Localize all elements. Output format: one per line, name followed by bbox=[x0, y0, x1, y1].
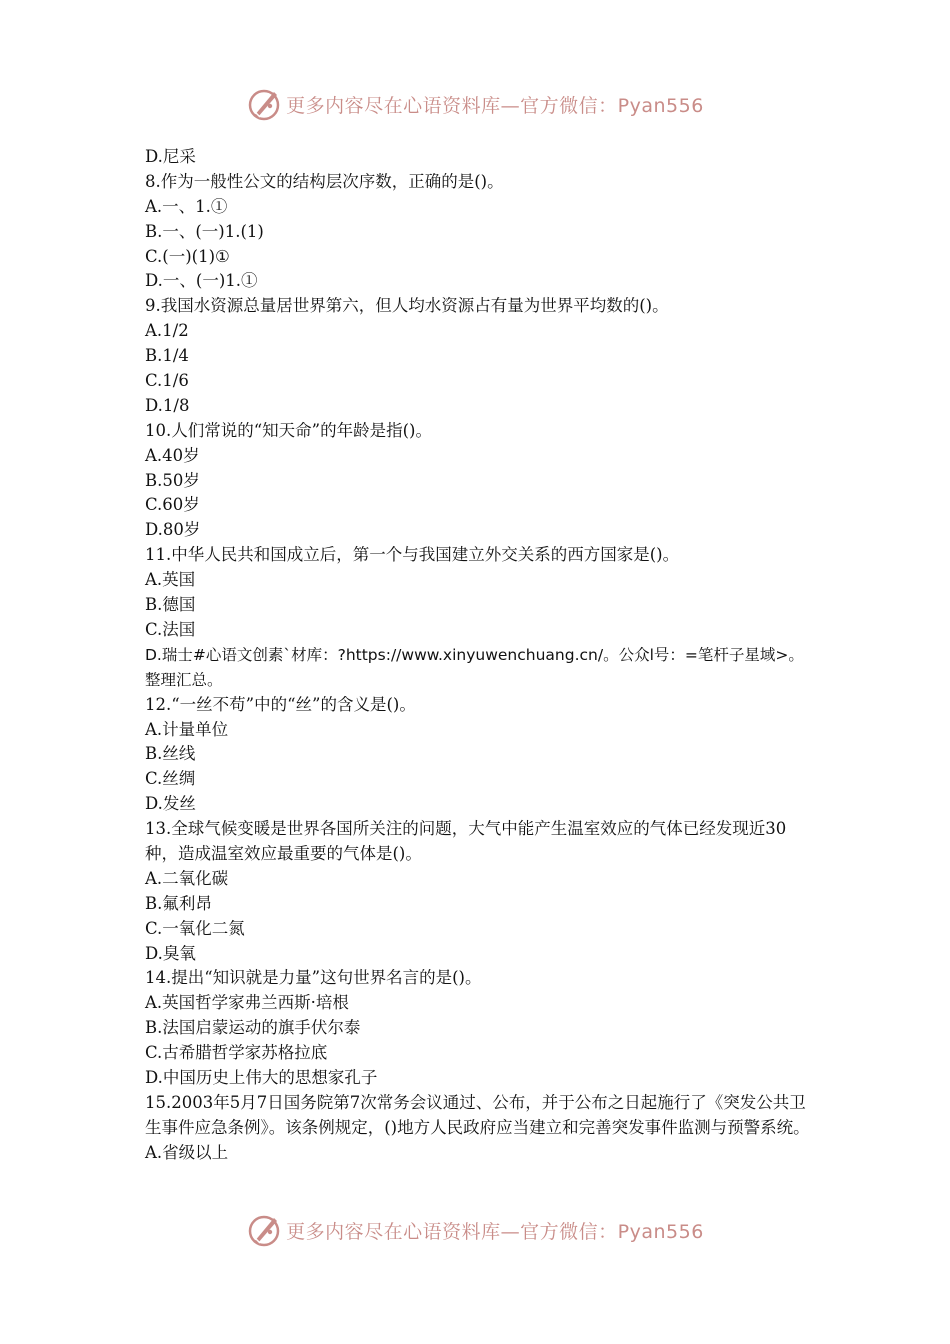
option-line: D.1/8 bbox=[145, 395, 190, 415]
option-line: D.臭氧 bbox=[145, 943, 196, 963]
question-line: 9.我国水资源总量居世界第六，但人均水资源占有量为世界平均数的()。 bbox=[145, 296, 669, 316]
footer-banner-text bbox=[286, 1217, 704, 1244]
option-line: A.40岁 bbox=[145, 445, 200, 465]
question-line: 10.人们常说的“知天命”的年龄是指()。 bbox=[145, 420, 432, 440]
option-line: B.一、(一)1.(1) bbox=[145, 221, 264, 241]
option-line: C.(一)(1)① bbox=[145, 246, 230, 266]
footer-watermark-banner bbox=[0, 1210, 950, 1250]
question-line: 14.提出“知识就是力量”这句世界名言的是()。 bbox=[145, 968, 482, 988]
option-line: B.氟利昂 bbox=[145, 893, 212, 913]
footer-banner-cn: 更多内容尽在心语资料库—官方微信： bbox=[286, 1220, 618, 1243]
option-line: C.古希腊哲学家苏格拉底 bbox=[145, 1043, 328, 1063]
document-body bbox=[145, 145, 810, 1166]
option-line: D.80岁 bbox=[145, 520, 201, 540]
option-line: D.一、(一)1.① bbox=[145, 271, 258, 291]
option-line: C.丝绸 bbox=[145, 769, 196, 789]
option-line: C.一氧化二氮 bbox=[145, 918, 245, 938]
option-line: D.发丝 bbox=[145, 794, 196, 814]
header-banner-cn: 更多内容尽在心语资料库—官方微信： bbox=[286, 94, 618, 117]
question-line: 11.中华人民共和国成立后，第一个与我国建立外交关系的西方国家是()。 bbox=[145, 545, 680, 565]
question-line: 8.作为一般性公文的结构层次序数，正确的是()。 bbox=[145, 171, 504, 191]
option-line: B.法国启蒙运动的旗手伏尔泰 bbox=[145, 1018, 361, 1038]
option-line: C.60岁 bbox=[145, 495, 200, 515]
option-line: A.计量单位 bbox=[145, 719, 229, 739]
option-line: A.英国哲学家弗兰西斯·培根 bbox=[145, 993, 349, 1013]
option-line-watermark: D.瑞士#心语文创素`材库：?https://www.xinyuwenchuang.cn/。公众l号：=笔杆子星域>。整理汇总。 bbox=[145, 645, 804, 689]
option-line: A.1/2 bbox=[145, 321, 189, 341]
option-line: D.尼采 bbox=[145, 147, 196, 166]
option-line: A.一、1.① bbox=[145, 196, 228, 216]
option-line: A.省级以上 bbox=[145, 1142, 229, 1162]
option-line: A.英国 bbox=[145, 570, 196, 590]
header-banner-text bbox=[286, 91, 704, 118]
question-line: 15.2003年5月7日国务院第7次常务会议通过、公布，并于公布之日起施行了《突发公共卫生事件应急条例》。该条例规定，()地方人民政府应当建立和完善突发事件监测与预警系统。 bbox=[145, 1092, 810, 1137]
header-banner-wechat-id: Pyan556 bbox=[617, 94, 704, 117]
option-line: B.50岁 bbox=[145, 470, 200, 490]
question-line: 13.全球气候变暖是世界各国所关注的问题，大气中能产生温室效应的气体已经发现近30种，造成温室效应最重要的气体是()。 bbox=[145, 819, 787, 863]
option-line: B.丝线 bbox=[145, 744, 196, 764]
quill-logo-icon bbox=[246, 86, 282, 122]
option-line: C.1/6 bbox=[145, 371, 189, 391]
header-watermark-banner bbox=[0, 84, 950, 124]
quill-logo-icon bbox=[246, 1212, 282, 1248]
question-line: 12.“一丝不苟”中的“丝”的含义是()。 bbox=[145, 694, 416, 714]
footer-banner-wechat-id: Pyan556 bbox=[617, 1220, 704, 1243]
option-line: B.德国 bbox=[145, 595, 196, 615]
option-line: D.中国历史上伟大的思想家孔子 bbox=[145, 1068, 378, 1088]
option-line: A.二氧化碳 bbox=[145, 868, 229, 888]
option-line: C.法国 bbox=[145, 619, 196, 639]
option-line: B.1/4 bbox=[145, 346, 189, 366]
